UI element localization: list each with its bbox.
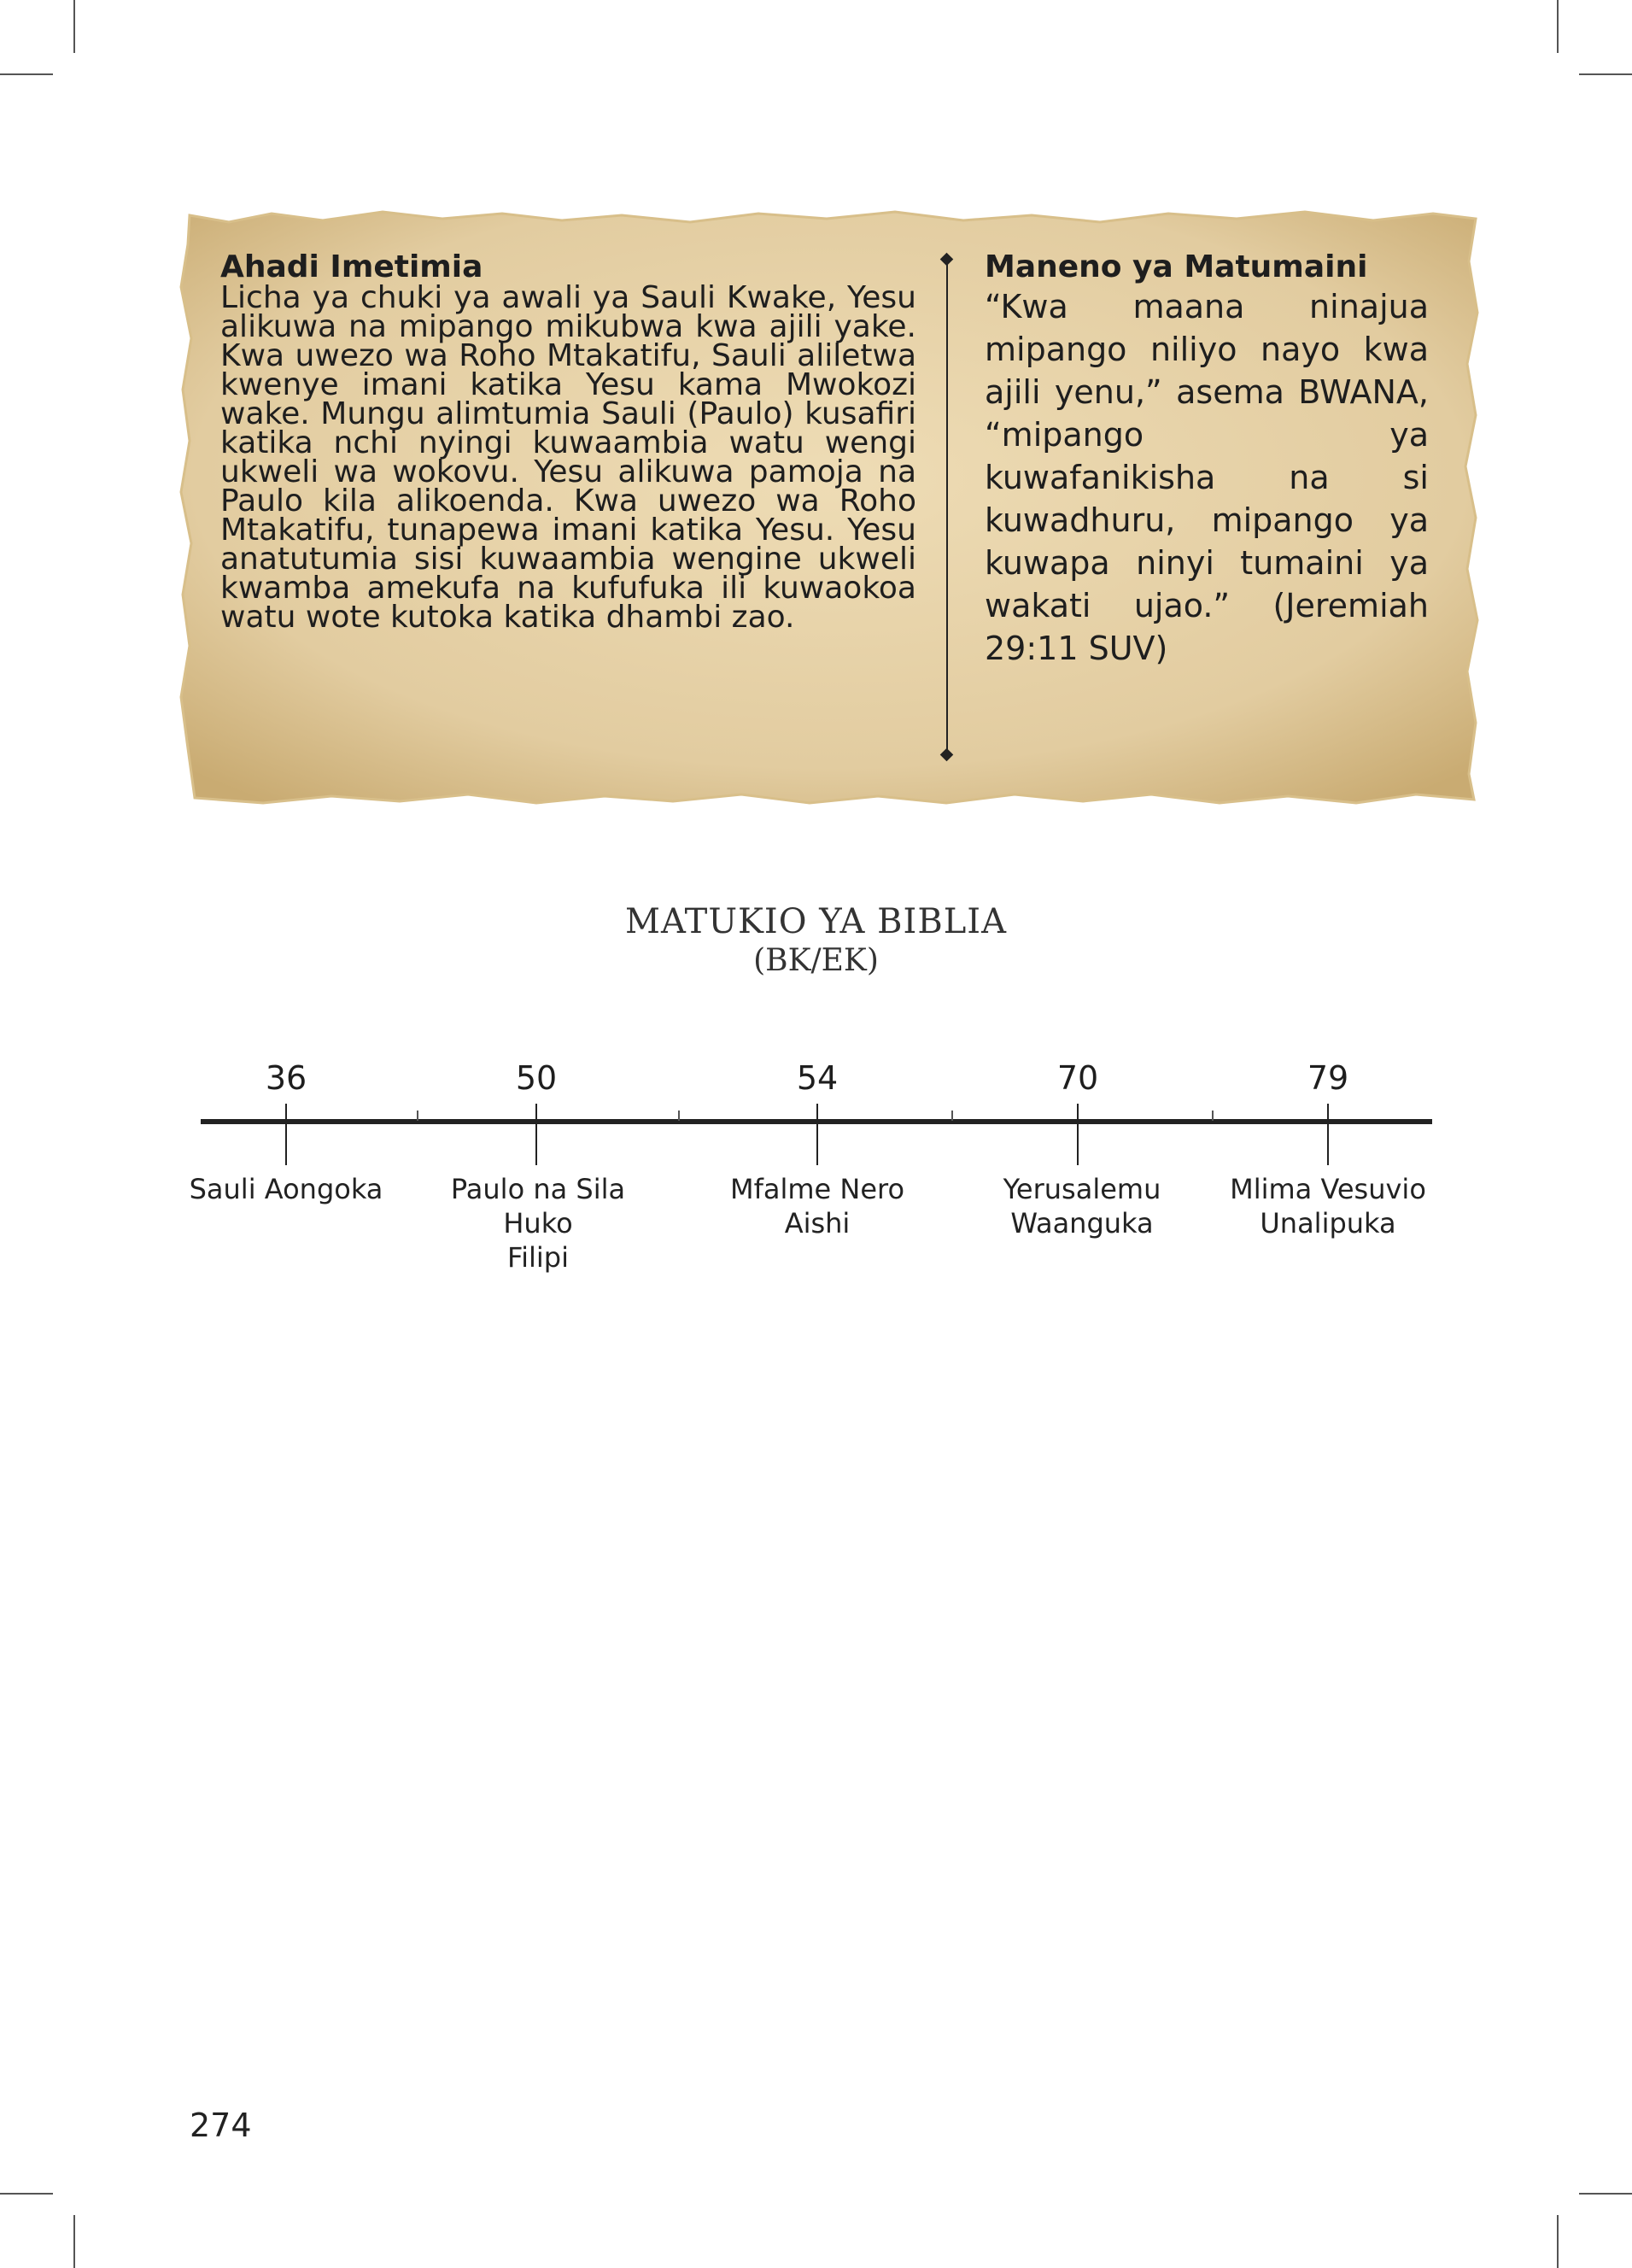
crop-mark xyxy=(1557,2215,1559,2268)
timeline-minor-tick xyxy=(417,1111,418,1121)
event-tick xyxy=(285,1104,287,1165)
event-label-line: Waanguka xyxy=(1010,1207,1154,1239)
timeline-minor-tick xyxy=(951,1111,953,1121)
event-label-line: Mlima Vesuvio xyxy=(1230,1173,1426,1205)
event-year: 70 xyxy=(1056,1059,1099,1097)
event-tick xyxy=(816,1104,818,1165)
event-label-line: Sauli Aongoka xyxy=(189,1173,383,1205)
event-tick xyxy=(535,1104,537,1165)
event-label xyxy=(414,1172,662,1275)
words-of-hope-section xyxy=(985,251,1429,670)
crop-mark xyxy=(1579,73,1632,75)
event-year: 36 xyxy=(265,1059,307,1097)
crop-mark xyxy=(73,2215,75,2268)
event-tick xyxy=(1327,1104,1329,1165)
event-year: 50 xyxy=(515,1059,558,1097)
page-number: 274 xyxy=(190,2107,252,2144)
promise-fulfilled-section xyxy=(220,249,916,635)
event-year: 54 xyxy=(796,1059,839,1097)
timeline-title: MATUKIO YA BIBLIA xyxy=(625,902,1007,941)
crop-mark xyxy=(1579,2193,1632,2195)
words-of-hope-heading: Maneno ya Matumaini xyxy=(985,249,1368,284)
event-label xyxy=(971,1172,1193,1240)
event-label xyxy=(175,1172,397,1206)
event-label-line: Filipi xyxy=(507,1241,569,1274)
promise-fulfilled-text: Licha ya chuki ya awali ya Sauli Kwake, Yesu alikuwa na mipango mikubwa kwa ajili yake. Kwa uwezo wa Roho Mtakatifu, Sauli aliletwa kwenye imani katika Yesu kama Mwokozi wake. Mungu alimtumia Sauli (Paulo) kusafiri katika nchi nyingi kuwaambia watu wengi ukweli wa wokovu. Yesu alikuwa pamoja na Paulo kila alikoenda. Kwa uwezo wa Roho Mtakatifu, tunapewa imani katika Yesu. Yesu anatutumia sisi kuwaambia wengine ukweli kwamba amekufa na kufufuka ili kuwaokoa watu wote kutoka katika dhambi zao. xyxy=(220,280,916,635)
crop-mark xyxy=(1557,0,1559,53)
crop-mark xyxy=(0,2193,53,2195)
event-label-line: Unalipuka xyxy=(1260,1207,1396,1239)
crop-mark xyxy=(0,73,53,75)
event-label-line: Mfalme Nero Aishi xyxy=(729,1173,905,1239)
promise-callout-box xyxy=(178,210,1483,805)
event-label-line: Yerusalemu xyxy=(1003,1173,1161,1205)
event-year: 79 xyxy=(1307,1059,1349,1097)
timeline-subtitle: (BK/EK) xyxy=(753,943,879,978)
timeline-minor-tick xyxy=(1212,1111,1214,1121)
promise-fulfilled-heading: Ahadi Imetimia xyxy=(220,249,483,284)
event-tick xyxy=(1077,1104,1079,1165)
column-divider xyxy=(946,258,948,753)
words-of-hope-text: “Kwa maana ninajua mipango niliyo nayo kwa ajili yenu,” asema BWANA, “mipango ya kuwafanikisha na si kuwadhuru, mipango ya kuwapa ninyi tumaini ya wakati ujao.” (Jeremiah 29:11 SUV) xyxy=(985,288,1429,667)
event-label xyxy=(1217,1172,1439,1240)
event-label-line: Paulo na Sila Huko xyxy=(450,1173,626,1239)
timeline-minor-tick xyxy=(678,1111,680,1121)
crop-mark xyxy=(73,0,75,53)
event-label xyxy=(693,1172,941,1240)
